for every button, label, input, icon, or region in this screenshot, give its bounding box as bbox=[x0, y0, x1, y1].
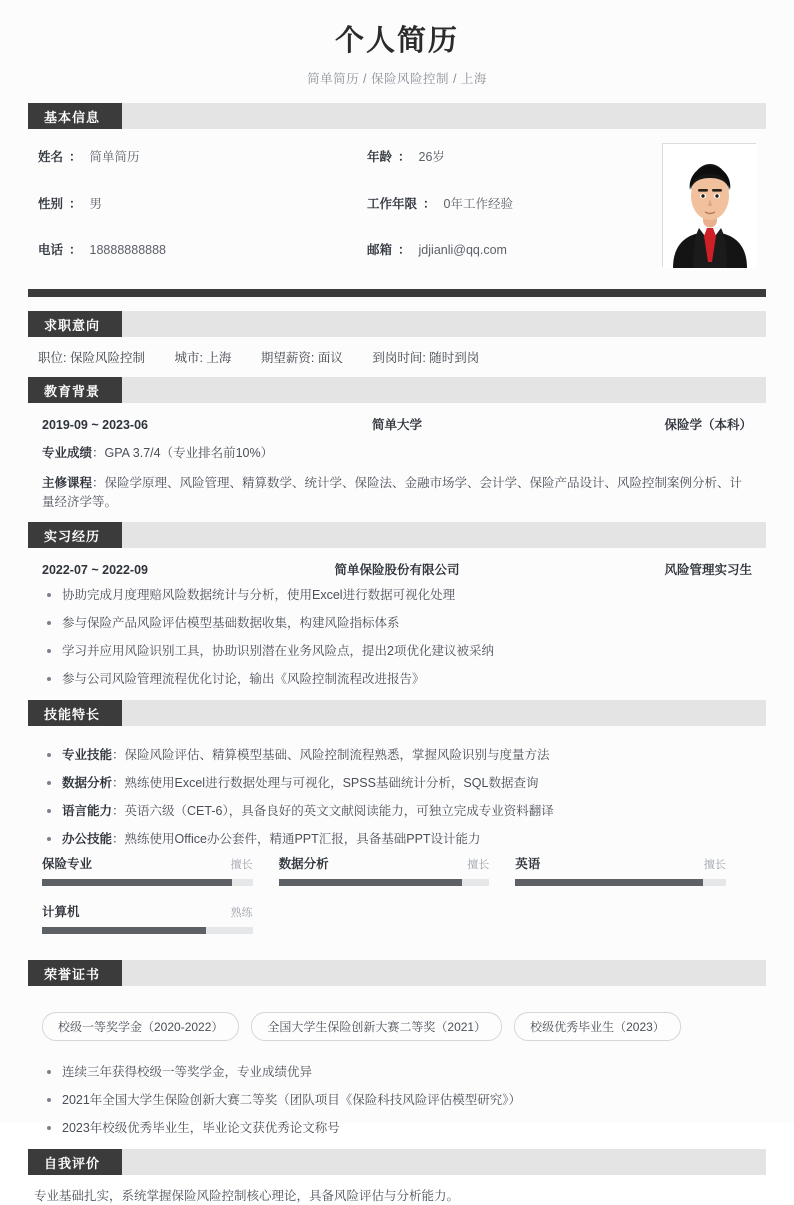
portrait-illustration bbox=[663, 144, 757, 268]
internship-body bbox=[28, 548, 766, 700]
section-bar-rest bbox=[122, 1149, 766, 1175]
list-item: 连续三年获得校级一等奖学金，专业成绩优异 bbox=[42, 1064, 752, 1081]
field-value: 简单简历 bbox=[89, 150, 140, 164]
section-bar-rest bbox=[122, 311, 766, 337]
courses-value: ：保险学原理、风险管理、精算数学、统计学、保险法、金融市场学、会计学、保险产品设计、风险控制案例分析、计量经济学等。 bbox=[42, 476, 743, 509]
list-item: 2021年全国大学生保险创新大赛二等奖（团队项目《保险科技风险评估模型研究》） bbox=[42, 1092, 752, 1109]
field-label: 工作年限 bbox=[367, 196, 418, 211]
skill-text: ：保险风险评估、精算模型基础、风险控制流程熟悉，掌握风险识别与度量方法 bbox=[112, 748, 550, 762]
skill-label: 语言能力 bbox=[62, 804, 113, 818]
skill-bar-head bbox=[42, 902, 253, 920]
section-header-education bbox=[28, 377, 766, 403]
field-colon: ： bbox=[423, 196, 436, 211]
section-header-basic-info bbox=[28, 103, 766, 129]
field-label: 邮箱 bbox=[367, 243, 393, 258]
gpa-label: 专业成绩 bbox=[42, 446, 93, 460]
list-item bbox=[42, 775, 752, 792]
honor-tag: 全国大学生保险创新大赛二等奖（2021） bbox=[251, 1012, 502, 1041]
skill-bar-data-analysis bbox=[279, 854, 516, 886]
skill-bar-name: 计算机 bbox=[42, 905, 80, 919]
education-row bbox=[38, 415, 756, 433]
honors-list bbox=[38, 1064, 756, 1137]
field-value: jdjianli@qq.com bbox=[418, 243, 507, 258]
honors-body bbox=[28, 986, 766, 1149]
honor-tag: 校级一等奖学金（2020-2022） bbox=[42, 1012, 239, 1041]
skill-bar-level: 擅长 bbox=[703, 859, 726, 871]
education-school: 简单大学 bbox=[371, 418, 422, 432]
field-value: 18888888888 bbox=[89, 243, 167, 258]
resume-header bbox=[28, 0, 766, 103]
field-colon: ： bbox=[69, 243, 82, 258]
list-item: 参与公司风险管理流程优化讨论，输出《风险控制流程改进报告》 bbox=[42, 671, 752, 688]
skills-list bbox=[38, 747, 756, 848]
internship-row bbox=[38, 560, 756, 578]
section-header-honors bbox=[28, 960, 766, 986]
field-colon: ： bbox=[69, 150, 82, 164]
section-header-self-evaluation bbox=[28, 1149, 766, 1175]
intention-position: 职位: 保险风险控制 bbox=[38, 351, 145, 365]
field-label: 电话 bbox=[38, 243, 64, 258]
internship-role: 风险管理实习生 bbox=[664, 563, 752, 577]
self-evaluation-text: 专业基础扎实，系统掌握保险风险控制核心理论，具备风险评估与分析能力。 bbox=[34, 1189, 460, 1203]
list-item bbox=[42, 831, 752, 848]
section-tab-label: 基本信息 bbox=[28, 103, 122, 129]
skill-bar-fill bbox=[42, 879, 232, 886]
skill-bar-computer bbox=[42, 902, 279, 934]
section-header-job-intention bbox=[28, 311, 766, 337]
education-courses bbox=[38, 474, 756, 512]
skill-bar-fill bbox=[515, 879, 702, 886]
section-tab-label: 实习经历 bbox=[28, 522, 122, 548]
list-item bbox=[42, 803, 752, 820]
list-item: 协助完成月度理赔风险数据统计与分析，使用Excel进行数据可视化处理 bbox=[42, 587, 752, 604]
internship-company: 简单保险股份有限公司 bbox=[334, 563, 460, 577]
field-label: 姓名 bbox=[38, 150, 64, 164]
skill-bar-name: 数据分析 bbox=[278, 857, 329, 871]
courses-label: 主修课程 bbox=[42, 476, 93, 490]
section-bar-rest bbox=[122, 103, 766, 129]
section-bar-rest bbox=[122, 960, 766, 986]
honor-tag-list bbox=[38, 998, 756, 1055]
basic-info-grid bbox=[38, 143, 648, 267]
field-label: 年龄 bbox=[367, 150, 393, 164]
skill-label: 专业技能 bbox=[62, 748, 113, 762]
job-intention-body bbox=[28, 337, 766, 377]
section-divider bbox=[28, 289, 766, 297]
internship-list bbox=[38, 587, 756, 688]
section-bar-rest bbox=[122, 377, 766, 403]
education-major: 保险学（本科） bbox=[664, 418, 752, 432]
skill-bar-level: 熟练 bbox=[230, 907, 253, 919]
skill-bar-name: 英语 bbox=[515, 857, 541, 871]
section-bar-rest bbox=[122, 700, 766, 726]
skill-text: ：英语六级（CET-6），具备良好的英文文献阅读能力，可独立完成专业资料翻译 bbox=[112, 804, 554, 818]
section-tab-label: 求职意向 bbox=[28, 311, 122, 337]
section-tab-label: 教育背景 bbox=[28, 377, 122, 403]
field-colon: ： bbox=[69, 196, 82, 211]
education-body bbox=[28, 403, 766, 522]
intention-arrival: 到岗时间: 随时到岗 bbox=[372, 351, 480, 365]
list-item bbox=[42, 747, 752, 764]
field-value: 26岁 bbox=[418, 150, 445, 164]
field-value: 0年工作经验 bbox=[443, 196, 513, 211]
skill-label: 数据分析 bbox=[62, 776, 113, 790]
internship-date: 2022-07 ~ 2022-09 bbox=[42, 563, 148, 577]
field-label: 性别 bbox=[38, 196, 64, 211]
skill-text: ：熟练使用Office办公套件，精通PPT汇报，具备基础PPT设计能力 bbox=[112, 832, 481, 846]
skill-bar-fill bbox=[279, 879, 462, 886]
skill-bar-head bbox=[42, 854, 253, 872]
skill-bar-insurance bbox=[42, 854, 279, 886]
skill-label: 办公技能 bbox=[62, 832, 113, 846]
list-item: 参与保险产品风险评估模型基础数据收集，构建风险指标体系 bbox=[42, 615, 752, 632]
basic-info-body bbox=[28, 129, 766, 277]
basic-info-work-years bbox=[343, 194, 648, 221]
page-subtitle: 简单简历 / 保险风险控制 / 上海 bbox=[307, 72, 487, 86]
section-bar-rest bbox=[122, 522, 766, 548]
section-tab-label: 技能特长 bbox=[28, 700, 122, 726]
education-date: 2019-09 ~ 2023-06 bbox=[42, 418, 148, 432]
list-item: 学习并应用风险识别工具，协助识别潜在业务风险点，提出2项优化建议被采纳 bbox=[42, 643, 752, 660]
basic-info-phone bbox=[38, 240, 343, 267]
skill-bar-track bbox=[279, 879, 490, 886]
intention-salary: 期望薪资: 面议 bbox=[260, 351, 343, 365]
section-header-skills bbox=[28, 700, 766, 726]
skill-bar-fill bbox=[42, 927, 206, 934]
skill-bar-track bbox=[42, 879, 253, 886]
avatar-photo bbox=[662, 143, 756, 267]
skill-bar-english bbox=[515, 854, 752, 886]
basic-info-email bbox=[343, 240, 648, 267]
skill-bar-track bbox=[42, 927, 253, 934]
list-item: 2023年校级优秀毕业生，毕业论文获优秀论文称号 bbox=[42, 1120, 752, 1137]
skill-bar-head bbox=[279, 854, 490, 872]
skill-bar-name: 保险专业 bbox=[42, 857, 93, 871]
skills-body bbox=[28, 726, 766, 960]
section-header-internship bbox=[28, 522, 766, 548]
intention-city: 城市: 上海 bbox=[174, 351, 232, 365]
page-title: 个人简历 bbox=[334, 25, 459, 57]
skill-bar-head bbox=[515, 854, 726, 872]
honor-tag: 校级优秀毕业生（2023） bbox=[514, 1012, 681, 1041]
basic-info-name bbox=[38, 147, 343, 174]
section-tab-label: 荣誉证书 bbox=[28, 960, 122, 986]
field-value: 男 bbox=[89, 196, 103, 211]
skill-bar-level: 擅长 bbox=[467, 859, 490, 871]
field-colon: ： bbox=[398, 243, 411, 258]
basic-info-age bbox=[343, 147, 648, 174]
skill-bar-track bbox=[515, 879, 726, 886]
field-colon: ： bbox=[398, 150, 411, 164]
basic-info-gender bbox=[38, 194, 343, 221]
education-gpa bbox=[38, 444, 756, 463]
section-tab-label: 自我评价 bbox=[28, 1149, 122, 1175]
skill-bars bbox=[38, 850, 756, 950]
skill-text: ：熟练使用Excel进行数据处理与可视化，SPSS基础统计分析，SQL数据查询 bbox=[112, 776, 539, 790]
gpa-value: ：GPA 3.7/4（专业排名前10%） bbox=[92, 446, 274, 460]
skill-bar-level: 擅长 bbox=[230, 859, 253, 871]
